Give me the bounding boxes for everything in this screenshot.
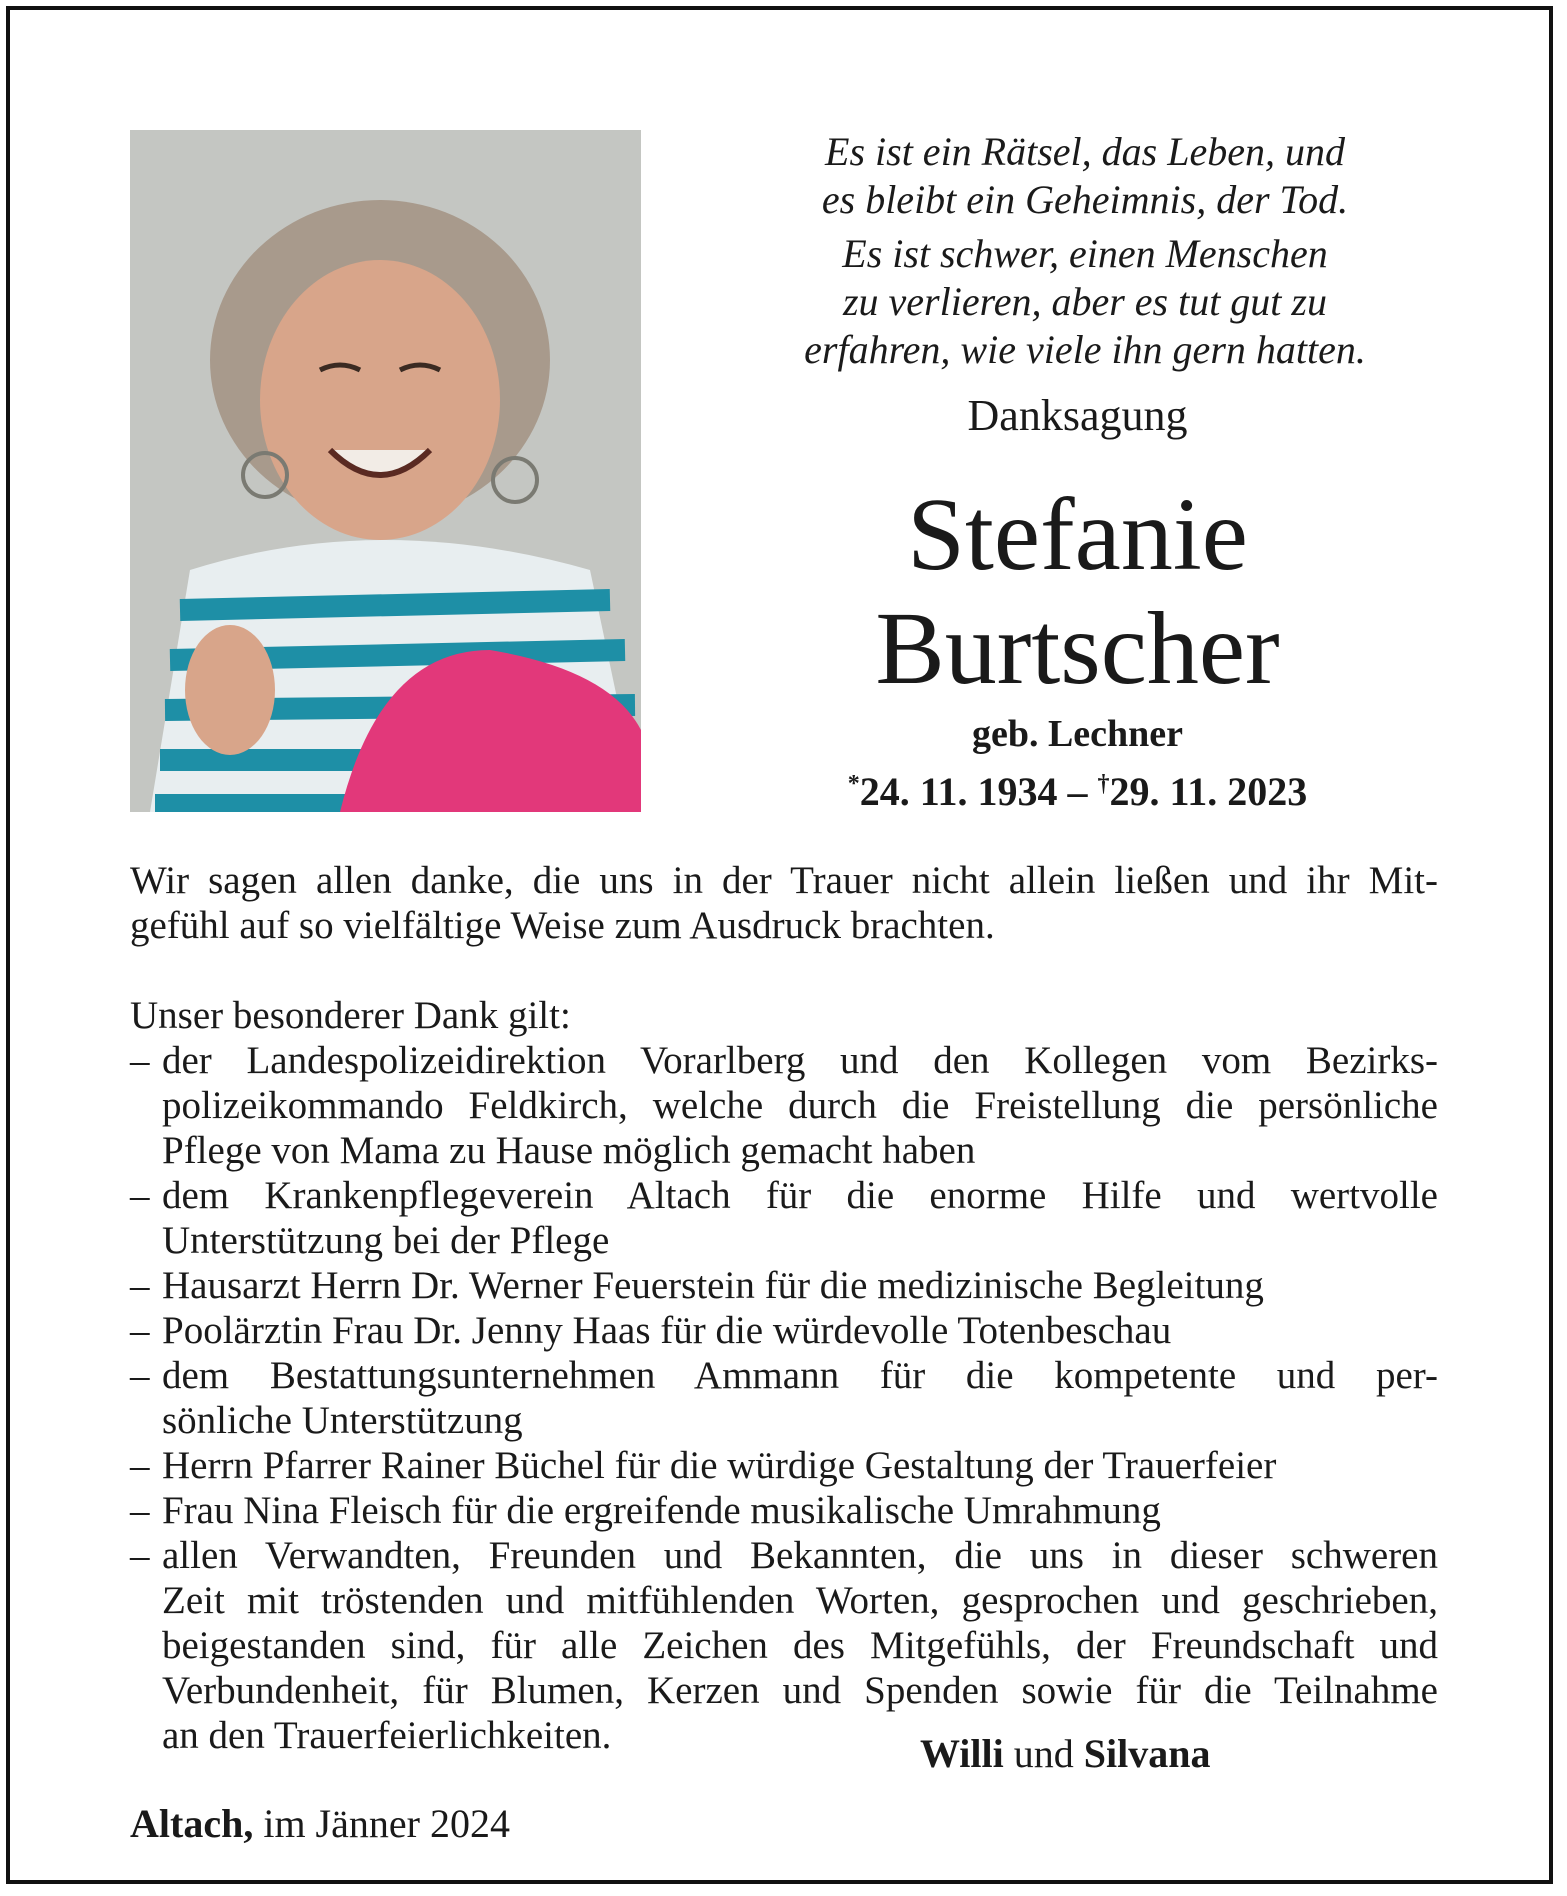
- quote-stanza-2: [740, 230, 1430, 374]
- place-date: [130, 1800, 510, 1847]
- list-line: – der Landespolizeidirektion Vorarlberg und den Kollegen vom Bezirks-: [162, 1039, 1438, 1082]
- list-line: Unterstützung bei der Pflege: [162, 1219, 610, 1262]
- quote-line: erfahren, wie viele ihn gern hatten.: [804, 327, 1366, 372]
- list-line: Pflege von Mama zu Hause möglich gemacht haben: [162, 1129, 976, 1172]
- list-line: – dem Krankenpflegeverein Altach für die enorme Hilfe und wertvolle: [162, 1174, 1438, 1217]
- portrait-photo: [130, 130, 641, 812]
- list-item: [130, 1038, 1438, 1173]
- signer-second: Silvana: [1083, 1731, 1211, 1776]
- list-item: [130, 1443, 1438, 1488]
- list-item: [130, 1173, 1438, 1263]
- list-line: Zeit mit tröstenden und mitfühlenden Worten, gesprochen und geschrieben,: [162, 1579, 1438, 1622]
- signer-first: Willi: [920, 1731, 1004, 1776]
- death-symbol: †: [1097, 771, 1110, 797]
- special-thanks-heading: Unser besonderer Dank gilt:: [130, 994, 571, 1037]
- intro-line: gefühl auf so vielfältige Weise zum Ausdruck brachten.: [130, 904, 995, 947]
- notice-date: im Jänner 2024: [253, 1801, 510, 1846]
- list-line: – Frau Nina Fleisch für die ergreifende musikalische Umrahmung: [162, 1489, 1161, 1532]
- list-line: – Hausarzt Herrn Dr. Werner Feuerstein für die medizinische Begleitung: [162, 1264, 1264, 1307]
- thanks-list: [130, 1038, 1438, 1758]
- list-line: polizeikommando Feldkirch, welche durch die Freistellung die persönliche: [162, 1084, 1438, 1127]
- list-item: [130, 1488, 1438, 1533]
- quote-stanza-1: [740, 128, 1430, 224]
- memorial-quote: [740, 128, 1430, 380]
- last-name: Burtscher: [875, 591, 1280, 706]
- list-line: – Herrn Pfarrer Rainer Büchel für die würdige Gestaltung der Trauerfeier: [162, 1444, 1277, 1487]
- quote-line: Es ist schwer, einen Menschen: [842, 231, 1328, 276]
- intro-paragraph: [130, 858, 1438, 948]
- place-name: Altach,: [130, 1801, 254, 1846]
- list-line: beigestanden sind, für alle Zeichen des Mitgefühls, der Freundschaft und: [162, 1624, 1438, 1667]
- birth-date: 24. 11. 1934: [859, 769, 1058, 814]
- signers: [920, 1730, 1210, 1777]
- list-item: [130, 1353, 1438, 1443]
- quote-line: zu verlieren, aber es tut gut zu: [842, 279, 1327, 324]
- signer-and: und: [1003, 1731, 1084, 1776]
- maiden-name: geb. Lechner: [971, 713, 1184, 755]
- list-item: [130, 1308, 1438, 1353]
- list-line: – Poolärztin Frau Dr. Jenny Haas für die würdevolle Totenbeschau: [162, 1309, 1172, 1352]
- quote-line: es bleibt ein Geheimnis, der Tod.: [821, 177, 1349, 222]
- thanks-body: [130, 858, 1438, 1758]
- list-line: – allen Verwandten, Freunden und Bekannten, die uns in dieser schweren: [162, 1534, 1438, 1577]
- list-line: Verbundenheit, für Blumen, Kerzen und Spenden sowie für die Teilnahme: [162, 1669, 1438, 1712]
- list-line: sönliche Unterstützung: [162, 1399, 523, 1442]
- date-separator: –: [1057, 769, 1098, 814]
- quote-line: Es ist ein Rätsel, das Leben, und: [825, 129, 1345, 174]
- intro-line: Wir sagen allen danke, die uns in der Trauer nicht allein ließen und ihr Mit-: [130, 859, 1438, 902]
- list-item: [130, 1263, 1438, 1308]
- notice-title: Danksagung: [967, 391, 1188, 440]
- list-item: [130, 1533, 1438, 1758]
- list-line: an den Trauerfeierlichkeiten.: [162, 1714, 612, 1757]
- deceased-name: [740, 478, 1415, 706]
- first-name: Stefanie: [907, 477, 1248, 592]
- birth-symbol: *: [847, 771, 860, 797]
- life-dates: [740, 768, 1415, 815]
- list-line: – dem Bestattungsunternehmen Ammann für die kompetente und per-: [162, 1354, 1438, 1397]
- death-date: 29. 11. 2023: [1109, 769, 1308, 814]
